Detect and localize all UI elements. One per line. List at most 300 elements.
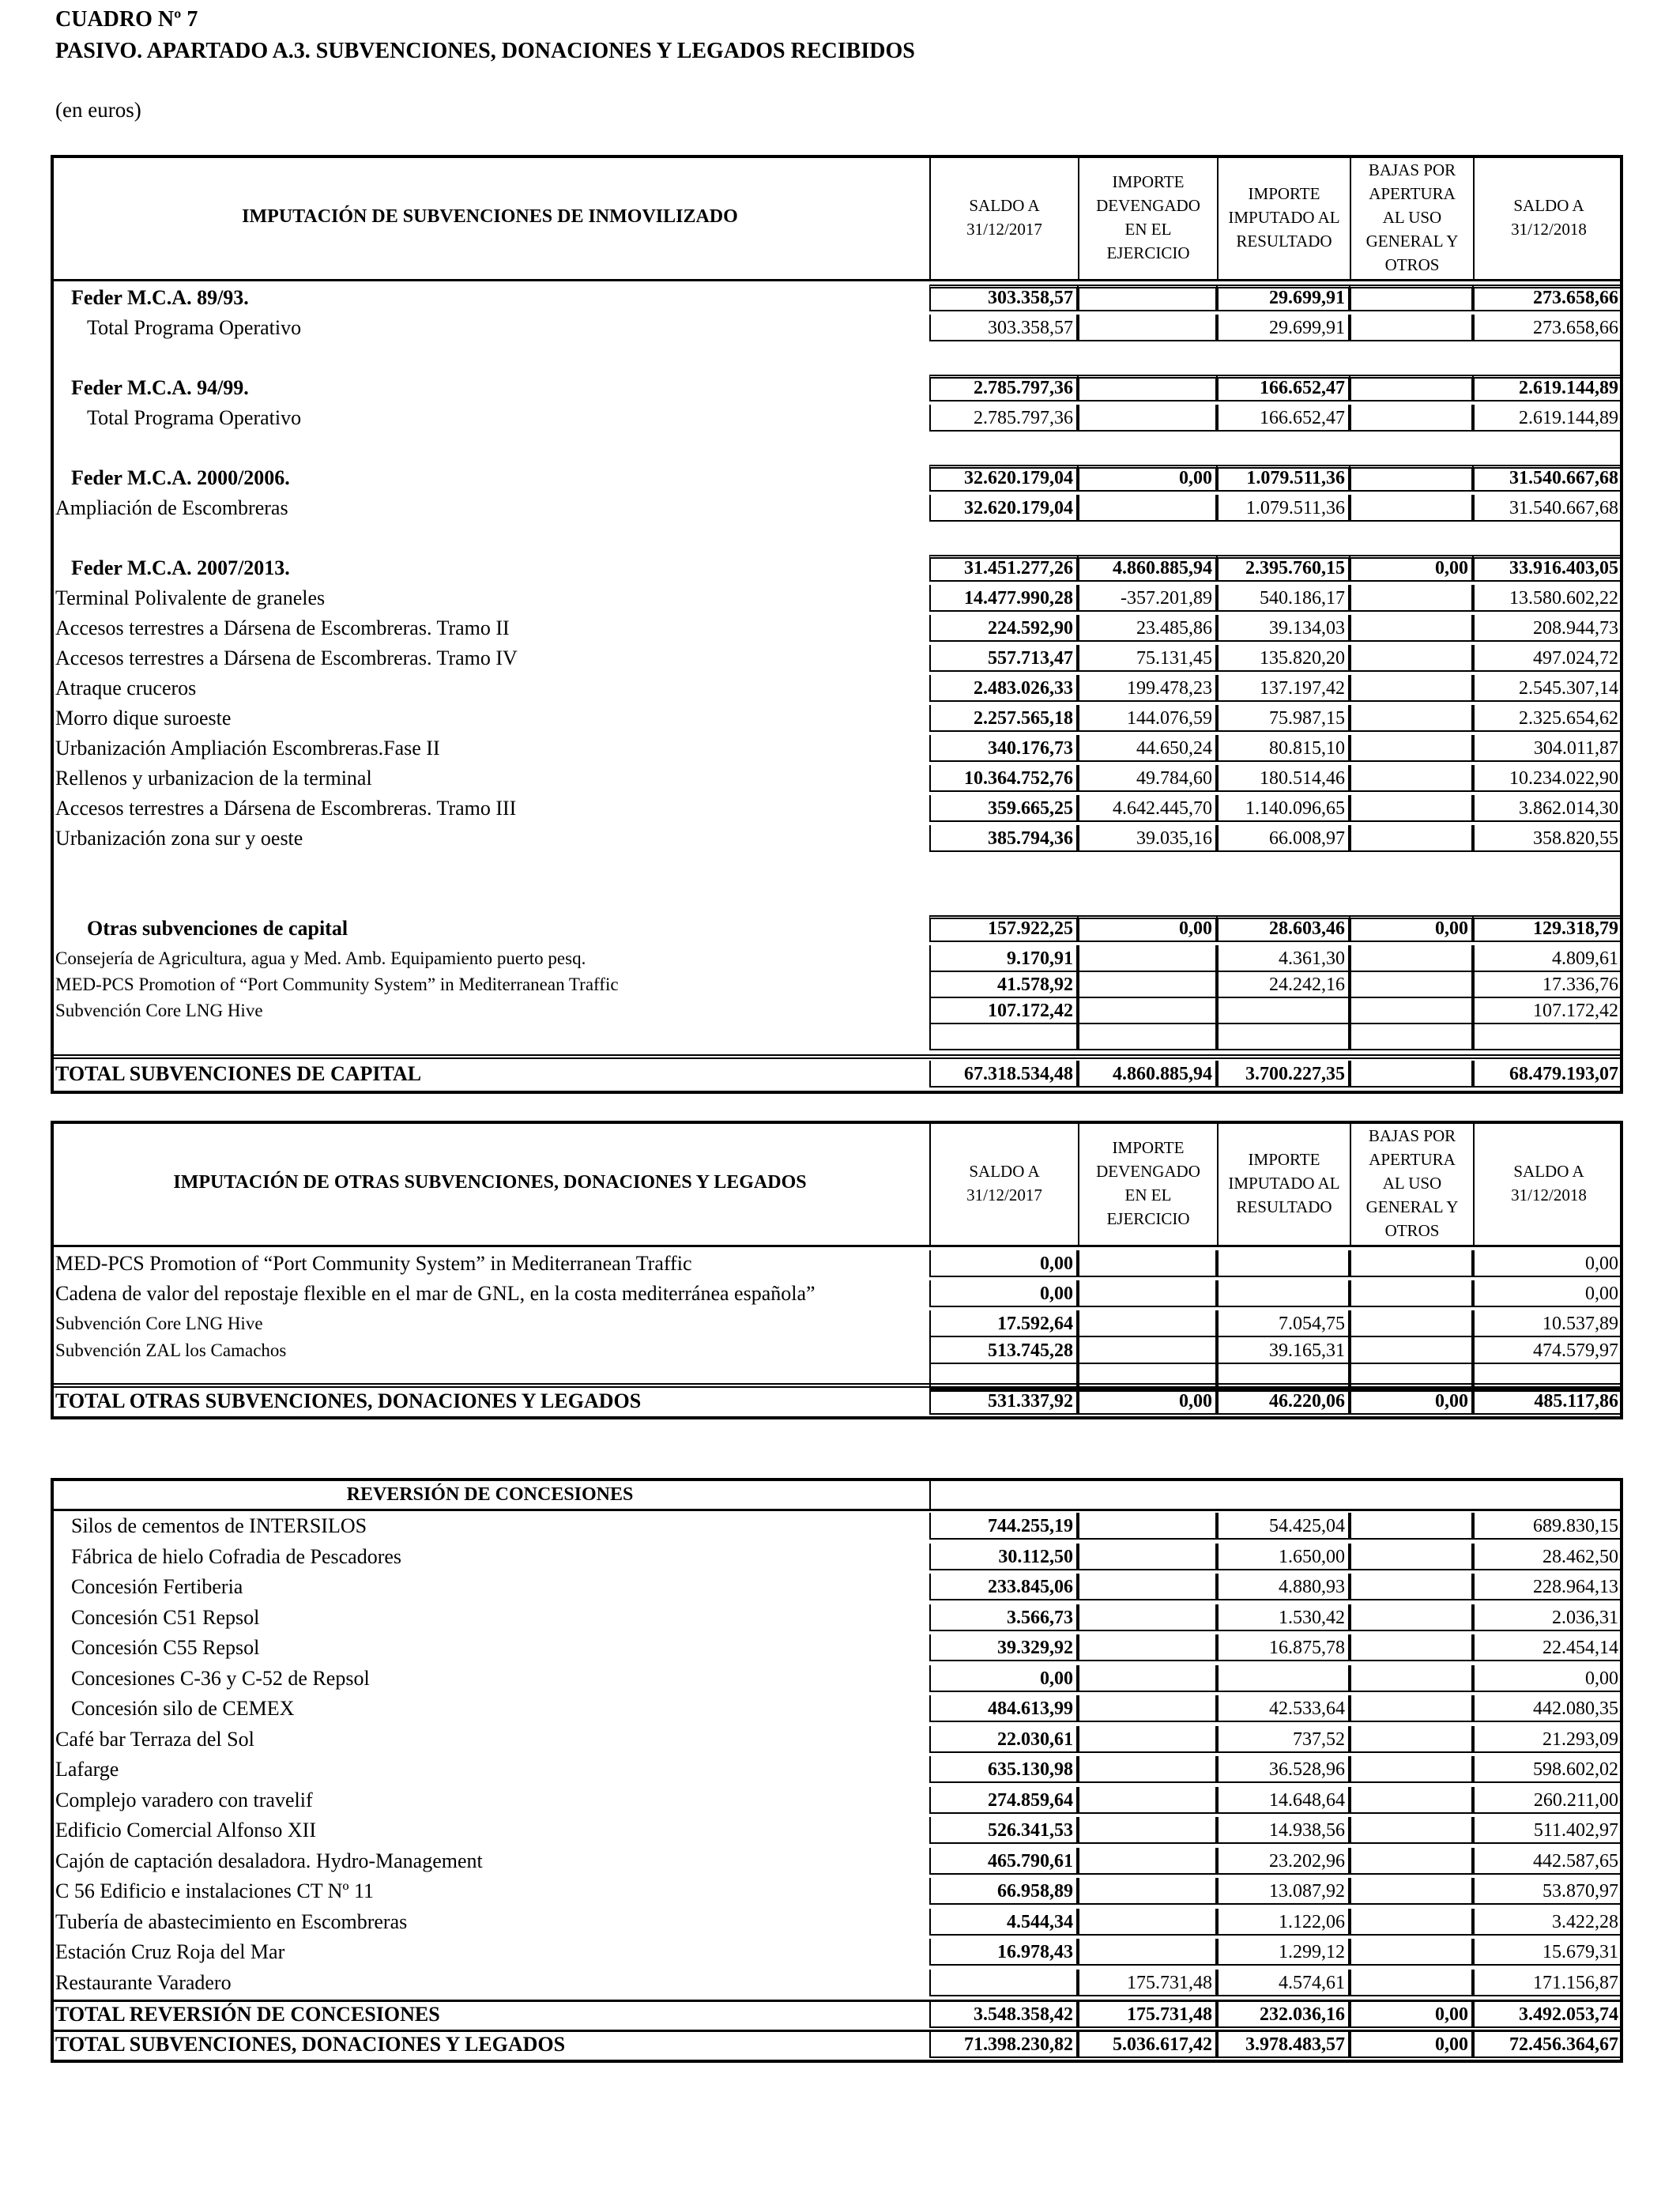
cell-bajas-apertura (1350, 675, 1473, 702)
cell-importe-devengado: 4.860.885,94 (1078, 1061, 1217, 1088)
cell-saldo-2017: 0,00 (929, 1665, 1078, 1692)
table-row (51, 673, 1623, 703)
table-header (51, 1121, 1623, 1247)
row-label: Subvención Core LNG Hive (55, 1314, 263, 1333)
cell-saldo-2018: 28.462,50 (1473, 1544, 1623, 1570)
cell-importe-devengado (1078, 1756, 1217, 1783)
column-header-importe-devengado: IMPORTE DEVENGADO EN EL EJERCICIO (1078, 155, 1217, 279)
cell-bajas-apertura (1350, 1939, 1473, 1966)
cell-bajas-apertura (1350, 375, 1473, 401)
cell-bajas-apertura (1350, 1337, 1473, 1364)
cell-bajas-apertura (1350, 315, 1473, 341)
cell-saldo-2017 (929, 1970, 1078, 1996)
cell-importe-imputado: 232.036,16 (1217, 2001, 1350, 2028)
cell-bajas-apertura (1350, 1665, 1473, 1692)
row-label: Feder M.C.A. 2007/2013. (71, 556, 290, 579)
cell-importe-imputado: 166.652,47 (1217, 375, 1350, 401)
column-header-importe-devengado: IMPORTE DEVENGADO EN EL EJERCICIO (1078, 1121, 1217, 1245)
cell-saldo-2017: 0,00 (929, 1250, 1078, 1277)
row-label: Terminal Polivalente de graneles (55, 586, 326, 609)
cell-importe-devengado (1078, 315, 1217, 341)
cell-bajas-apertura (1350, 1878, 1473, 1905)
cell-saldo-2017: 2.483.026,33 (929, 675, 1078, 702)
row-label: Rellenos y urbanizacion de la terminal (55, 767, 372, 790)
cell-saldo-2017: 10.364.752,76 (929, 765, 1078, 792)
cell-importe-imputado: 135.820,20 (1217, 645, 1350, 672)
cell-saldo-2017: 531.337,92 (929, 1388, 1078, 1415)
cell-bajas-apertura (1350, 465, 1473, 492)
cell-importe-devengado (1078, 405, 1217, 432)
cell-importe-imputado: 1.650,00 (1217, 1544, 1350, 1570)
table-row (51, 824, 1623, 854)
table-otras-subvenciones (51, 1121, 1623, 1419)
cell-saldo-2017: 233.845,06 (929, 1574, 1078, 1600)
cell-importe-imputado: 14.648,64 (1217, 1787, 1350, 1814)
table-row (51, 1022, 1623, 1052)
cell-importe-imputado: 23.202,96 (1217, 1848, 1350, 1875)
cell-saldo-2017: 71.398.230,82 (929, 2031, 1078, 2058)
cell-saldo-2017: 484.613,99 (929, 1695, 1078, 1722)
cell-saldo-2017 (929, 1023, 1078, 1050)
row-label: Fábrica de hielo Cofradia de Pescadores (71, 1544, 402, 1568)
unit-note: (en euros) (55, 98, 141, 122)
cell-importe-devengado (1078, 1848, 1217, 1875)
cell-saldo-2018: 171.156,87 (1473, 1970, 1623, 1996)
cell-saldo-2018: 304.011,87 (1473, 735, 1623, 762)
cell-saldo-2017: 2.785.797,36 (929, 405, 1078, 432)
cell-saldo-2017: 17.592,64 (929, 1310, 1078, 1337)
section-heading: IMPUTACIÓN DE SUBVENCIONES DE INMOVILIZADO (242, 206, 738, 227)
cell-bajas-apertura (1350, 1634, 1473, 1661)
cell-importe-imputado: 137.197,42 (1217, 675, 1350, 702)
row-label: Feder M.C.A. 89/93. (71, 286, 249, 309)
cell-bajas-apertura (1350, 495, 1473, 522)
table-row (51, 1876, 1623, 1906)
cell-bajas-apertura (1350, 825, 1473, 852)
cell-saldo-2018: 228.964,13 (1473, 1574, 1623, 1600)
cell-importe-imputado (1217, 997, 1350, 1024)
cell-bajas-apertura (1350, 1787, 1473, 1814)
table-row (51, 643, 1623, 673)
cell-saldo-2018: 511.402,97 (1473, 1817, 1623, 1844)
cell-bajas-apertura: 0,00 (1350, 1388, 1473, 1415)
cell-bajas-apertura (1350, 1310, 1473, 1337)
table-row (51, 1309, 1623, 1339)
row-label: Cadena de valor del repostaje flexible en el mar de GNL, en la costa mediterránea española” (55, 1282, 816, 1305)
cell-saldo-2017: 340.176,73 (929, 735, 1078, 762)
row-label: Consejería de Agricultura, agua y Med. Amb. Equipamiento puerto pesq. (55, 948, 586, 968)
cell-bajas-apertura (1350, 645, 1473, 672)
cell-importe-imputado: 80.815,10 (1217, 735, 1350, 762)
cell-importe-imputado: 737,52 (1217, 1726, 1350, 1753)
row-label: Concesión C51 Repsol (71, 1605, 260, 1629)
table-row (51, 1542, 1623, 1572)
cell-saldo-2018: 485.117,86 (1473, 1388, 1623, 1415)
row-label: TOTAL REVERSIÓN DE CONCESIONES (55, 2003, 440, 2026)
header-blank (929, 1478, 1623, 1509)
cell-importe-devengado: 175.731,48 (1078, 1970, 1217, 1996)
cell-saldo-2018: 72.456.364,67 (1473, 2031, 1623, 2058)
cell-saldo-2017: 385.794,36 (929, 825, 1078, 852)
cell-saldo-2017: 30.112,50 (929, 1544, 1078, 1570)
cell-bajas-apertura (1350, 585, 1473, 612)
column-header-bajas-apertura: BAJAS POR APERTURA AL USO GENERAL Y OTROS (1350, 155, 1473, 279)
row-label: Silos de cementos de INTERSILOS (71, 1514, 367, 1537)
row-label: Subvención ZAL los Camachos (55, 1340, 287, 1360)
row-label: TOTAL OTRAS SUBVENCIONES, DONACIONES Y LEGADOS (55, 1389, 642, 1412)
row-label: Café bar Terraza del Sol (55, 1727, 254, 1751)
table-subvenciones-inmovilizado (51, 155, 1623, 1094)
cell-bajas-apertura (1350, 997, 1473, 1024)
cell-importe-devengado (1078, 997, 1217, 1024)
cell-importe-imputado: 1.122,06 (1217, 1909, 1350, 1936)
cell-bajas-apertura: 0,00 (1350, 2001, 1473, 2028)
cell-importe-devengado (1078, 1250, 1217, 1277)
cell-importe-imputado (1217, 1280, 1350, 1307)
cell-importe-imputado (1217, 1665, 1350, 1692)
cell-saldo-2018: 53.870,97 (1473, 1878, 1623, 1905)
row-label: Feder M.C.A. 2000/2006. (71, 466, 290, 489)
cell-saldo-2018: 0,00 (1473, 1280, 1623, 1307)
cell-importe-devengado (1078, 945, 1217, 972)
cell-saldo-2018: 2.545.307,14 (1473, 675, 1623, 702)
cell-saldo-2018: 10.537,89 (1473, 1310, 1623, 1337)
row-label: Accesos terrestres a Dársena de Escombreras. Tramo IV (55, 647, 518, 669)
row-label: Estación Cruz Roja del Mar (55, 1940, 285, 1963)
row-label: Lafarge (55, 1758, 119, 1781)
cell-importe-devengado: 4.860.885,94 (1078, 555, 1217, 582)
cell-importe-imputado: 66.008,97 (1217, 825, 1350, 852)
row-label: Concesión C55 Repsol (71, 1636, 260, 1659)
row-label: Urbanización Ampliación Escombreras.Fase II (55, 737, 440, 760)
cell-bajas-apertura: 0,00 (1350, 915, 1473, 942)
row-label: Tubería de abastecimiento en Escombreras (55, 1909, 408, 1933)
cell-bajas-apertura (1350, 1544, 1473, 1570)
cell-saldo-2017: 303.358,57 (929, 315, 1078, 341)
cell-importe-imputado: 540.186,17 (1217, 585, 1350, 612)
column-header-saldo-2018: SALDO A 31/12/2018 (1473, 1121, 1623, 1245)
cell-saldo-2018: 260.211,00 (1473, 1787, 1623, 1814)
cell-importe-devengado: 75.131,45 (1078, 645, 1217, 672)
cell-saldo-2018: 497.024,72 (1473, 645, 1623, 672)
cell-bajas-apertura (1350, 1513, 1473, 1540)
row-label: Cajón de captación desaladora. Hydro-Management (55, 1849, 483, 1872)
cell-saldo-2018: 4.809,61 (1473, 945, 1623, 972)
cell-importe-imputado: 13.087,92 (1217, 1878, 1350, 1905)
column-header-importe-imputado: IMPORTE IMPUTADO AL RESULTADO (1217, 155, 1350, 279)
table-row (51, 613, 1623, 643)
column-header-saldo-2018: SALDO A 31/12/2018 (1473, 155, 1623, 279)
cell-importe-imputado (1217, 1250, 1350, 1277)
cell-saldo-2017: 513.745,28 (929, 1337, 1078, 1364)
cell-importe-devengado (1078, 1909, 1217, 1936)
cell-importe-devengado: 44.650,24 (1078, 735, 1217, 762)
cell-importe-devengado (1078, 1604, 1217, 1631)
cell-importe-devengado (1078, 1665, 1217, 1692)
column-header-importe-imputado: IMPORTE IMPUTADO AL RESULTADO (1217, 1121, 1350, 1245)
table-row (51, 283, 1623, 313)
column-header-saldo-2017: SALDO A 31/12/2017 (929, 155, 1078, 279)
cell-importe-imputado: 7.054,75 (1217, 1310, 1350, 1337)
cell-saldo-2018: 17.336,76 (1473, 971, 1623, 998)
cell-importe-devengado: 0,00 (1078, 915, 1217, 942)
cell-saldo-2018: 31.540.667,68 (1473, 495, 1623, 522)
cell-importe-imputado: 28.603,46 (1217, 915, 1350, 942)
row-label: Feder M.C.A. 94/99. (71, 376, 249, 399)
row-label: Edificio Comercial Alfonso XII (55, 1819, 316, 1842)
row-label: Restaurante Varadero (55, 1970, 232, 1994)
cell-bajas-apertura: 0,00 (1350, 2031, 1473, 2058)
cell-saldo-2017: 526.341,53 (929, 1817, 1078, 1844)
cell-saldo-2017: 0,00 (929, 1280, 1078, 1307)
table-row (51, 403, 1623, 433)
cell-importe-devengado (1078, 1878, 1217, 1905)
table-row (51, 1785, 1623, 1815)
cell-importe-imputado: 1.299,12 (1217, 1939, 1350, 1966)
cell-importe-devengado (1078, 1939, 1217, 1966)
cell-bajas-apertura (1350, 1023, 1473, 1050)
cell-saldo-2017: 3.548.358,42 (929, 2001, 1078, 2028)
cell-saldo-2018: 129.318,79 (1473, 915, 1623, 942)
row-label: Complejo varadero con travelif (55, 1788, 313, 1811)
cell-importe-imputado: 42.533,64 (1217, 1695, 1350, 1722)
cell-bajas-apertura (1350, 405, 1473, 432)
cell-importe-devengado (1078, 1513, 1217, 1540)
cell-saldo-2017: 303.358,57 (929, 285, 1078, 311)
cell-importe-devengado (1078, 1726, 1217, 1753)
section-heading: IMPUTACIÓN DE OTRAS SUBVENCIONES, DONACIONES Y LEGADOS (173, 1172, 807, 1193)
section-heading: REVERSIÓN DE CONCESIONES (346, 1483, 634, 1505)
cell-importe-imputado: 2.395.760,15 (1217, 555, 1350, 582)
table-row (51, 493, 1623, 523)
row-label: Morro dique suroeste (55, 707, 232, 729)
cell-importe-imputado: 166.652,47 (1217, 405, 1350, 432)
row-label: Accesos terrestres a Dársena de Escombreras. Tramo II (55, 616, 510, 639)
row-label: MED-PCS Promotion of “Port Community System” in Mediterranean Traffic (55, 1252, 692, 1275)
cell-importe-devengado: 5.036.617,42 (1078, 2031, 1217, 2058)
cell-importe-devengado (1078, 1544, 1217, 1570)
table-row (51, 763, 1623, 794)
cell-importe-devengado (1078, 1337, 1217, 1364)
table-row (51, 703, 1623, 733)
column-header-bajas-apertura: BAJAS POR APERTURA AL USO GENERAL Y OTROS (1350, 1121, 1473, 1245)
cell-saldo-2018: 442.587,65 (1473, 1848, 1623, 1875)
cell-bajas-apertura (1350, 1695, 1473, 1722)
cell-saldo-2018: 33.916.403,05 (1473, 555, 1623, 582)
cell-importe-imputado: 1.530,42 (1217, 1604, 1350, 1631)
cell-saldo-2018: 273.658,66 (1473, 315, 1623, 341)
cell-importe-imputado: 29.699,91 (1217, 315, 1350, 341)
table-row (51, 1059, 1623, 1089)
table-row (51, 463, 1623, 493)
cell-saldo-2018: 2.619.144,89 (1473, 375, 1623, 401)
cell-importe-imputado: 29.699,91 (1217, 285, 1350, 311)
table-row (51, 914, 1623, 944)
row-label: Ampliación de Escombreras (55, 496, 288, 519)
cell-bajas-apertura (1350, 615, 1473, 642)
cell-saldo-2018: 2.036,31 (1473, 1604, 1623, 1631)
cell-saldo-2018: 3.862.014,30 (1473, 795, 1623, 822)
table-row (51, 1249, 1623, 1279)
row-label: Concesión silo de CEMEX (71, 1697, 295, 1720)
table-row (51, 2000, 1623, 2030)
cell-importe-imputado: 39.134,03 (1217, 615, 1350, 642)
row-label: Concesión Fertiberia (71, 1575, 243, 1598)
cell-importe-imputado: 180.514,46 (1217, 765, 1350, 792)
column-header-saldo-2017: SALDO A 31/12/2017 (929, 1121, 1078, 1245)
cell-importe-devengado: 23.485,86 (1078, 615, 1217, 642)
cell-bajas-apertura (1350, 1604, 1473, 1631)
table-row (51, 794, 1623, 824)
cell-saldo-2017: 16.978,43 (929, 1939, 1078, 1966)
cell-bajas-apertura (1350, 1726, 1473, 1753)
cell-saldo-2018: 15.679,31 (1473, 1939, 1623, 1966)
cell-importe-imputado: 16.875,78 (1217, 1634, 1350, 1661)
spacer-row (51, 523, 1623, 553)
cell-importe-devengado: 199.478,23 (1078, 675, 1217, 702)
table-row (51, 1937, 1623, 1967)
cell-saldo-2017: 4.544,34 (929, 1909, 1078, 1936)
cell-saldo-2017: 66.958,89 (929, 1878, 1078, 1905)
cell-saldo-2018: 13.580.602,22 (1473, 585, 1623, 612)
cell-saldo-2017: 635.130,98 (929, 1756, 1078, 1783)
cell-importe-devengado: 39.035,16 (1078, 825, 1217, 852)
cell-saldo-2018: 358.820,55 (1473, 825, 1623, 852)
cell-saldo-2017: 32.620.179,04 (929, 465, 1078, 492)
row-label: Total Programa Operativo (87, 316, 302, 339)
row-label: TOTAL SUBVENCIONES, DONACIONES Y LEGADOS (55, 2033, 566, 2056)
cell-saldo-2017: 2.257.565,18 (929, 705, 1078, 732)
cell-saldo-2017: 9.170,91 (929, 945, 1078, 972)
cell-importe-devengado (1078, 1023, 1217, 1050)
cell-bajas-apertura (1350, 945, 1473, 972)
table-row (51, 313, 1623, 343)
cell-bajas-apertura (1350, 765, 1473, 792)
table-row (51, 1664, 1623, 1694)
cell-saldo-2017: 41.578,92 (929, 971, 1078, 998)
cell-importe-devengado (1078, 1817, 1217, 1844)
cell-importe-imputado: 54.425,04 (1217, 1513, 1350, 1540)
table-row (51, 1846, 1623, 1876)
cell-importe-imputado: 75.987,15 (1217, 705, 1350, 732)
cell-bajas-apertura (1350, 1909, 1473, 1936)
cell-saldo-2017: 31.451.277,26 (929, 555, 1078, 582)
cell-saldo-2018: 3.422,28 (1473, 1909, 1623, 1936)
table-row (51, 1907, 1623, 1937)
cell-importe-devengado (1078, 1310, 1217, 1337)
cell-saldo-2018: 10.234.022,90 (1473, 765, 1623, 792)
cell-saldo-2018: 273.658,66 (1473, 285, 1623, 311)
cell-saldo-2018: 442.080,35 (1473, 1695, 1623, 1722)
cell-importe-imputado: 14.938,56 (1217, 1817, 1350, 1844)
cell-saldo-2018: 31.540.667,68 (1473, 465, 1623, 492)
table-reversion-concesiones (51, 1478, 1623, 2063)
cell-bajas-apertura (1350, 705, 1473, 732)
table-row (51, 733, 1623, 763)
cell-importe-devengado: -357.201,89 (1078, 585, 1217, 612)
cell-saldo-2018 (1473, 1023, 1623, 1050)
cell-importe-devengado (1078, 1280, 1217, 1307)
cell-saldo-2018: 0,00 (1473, 1665, 1623, 1692)
cell-saldo-2018: 598.602,02 (1473, 1756, 1623, 1783)
cell-saldo-2017: 39.329,92 (929, 1634, 1078, 1661)
cell-bajas-apertura (1350, 1848, 1473, 1875)
cell-importe-devengado (1078, 1695, 1217, 1722)
cell-bajas-apertura (1350, 1970, 1473, 1996)
cell-importe-devengado: 0,00 (1078, 1388, 1217, 1415)
spacer-row (51, 433, 1623, 463)
cell-bajas-apertura (1350, 795, 1473, 822)
cell-importe-devengado (1078, 495, 1217, 522)
table-row (51, 1755, 1623, 1785)
table-row (51, 583, 1623, 613)
cell-importe-imputado: 36.528,96 (1217, 1756, 1350, 1783)
cell-saldo-2018: 2.619.144,89 (1473, 405, 1623, 432)
cell-saldo-2017: 744.255,19 (929, 1513, 1078, 1540)
cell-importe-imputado: 46.220,06 (1217, 1388, 1350, 1415)
cell-bajas-apertura (1350, 1250, 1473, 1277)
cell-saldo-2017: 274.859,64 (929, 1787, 1078, 1814)
cell-importe-imputado: 1.079.511,36 (1217, 495, 1350, 522)
cell-importe-devengado (1078, 1787, 1217, 1814)
cell-importe-imputado: 4.574,61 (1217, 1970, 1350, 1996)
cell-importe-devengado (1078, 1574, 1217, 1600)
table-row (51, 1336, 1623, 1366)
cell-saldo-2018: 0,00 (1473, 1250, 1623, 1277)
cell-importe-imputado: 39.165,31 (1217, 1337, 1350, 1364)
cell-saldo-2017: 14.477.990,28 (929, 585, 1078, 612)
table-row (51, 1279, 1623, 1309)
cell-saldo-2018: 3.492.053,74 (1473, 2001, 1623, 2028)
table-row (51, 1968, 1623, 1998)
cell-importe-devengado: 0,00 (1078, 465, 1217, 492)
table-row (51, 1633, 1623, 1663)
table-row (51, 2030, 1623, 2060)
cell-importe-devengado (1078, 285, 1217, 311)
cell-bajas-apertura (1350, 971, 1473, 998)
spacer-row (51, 854, 1623, 884)
table-row (51, 1815, 1623, 1845)
cell-saldo-2018: 68.479.193,07 (1473, 1061, 1623, 1088)
row-label: Accesos terrestres a Dársena de Escombreras. Tramo III (55, 797, 517, 820)
cell-saldo-2017: 107.172,42 (929, 997, 1078, 1024)
row-label: C 56 Edificio e instalaciones CT Nº 11 (55, 1879, 375, 1902)
table-row (51, 553, 1623, 583)
row-label: Otras subvenciones de capital (87, 917, 348, 940)
cell-bajas-apertura (1350, 735, 1473, 762)
cell-importe-imputado (1217, 1023, 1350, 1050)
cell-saldo-2018: 689.830,15 (1473, 1513, 1623, 1540)
cell-saldo-2018: 21.293,09 (1473, 1726, 1623, 1753)
table-row (51, 1511, 1623, 1541)
table-row (51, 373, 1623, 403)
cell-saldo-2017: 67.318.534,48 (929, 1061, 1078, 1088)
table-row (51, 1725, 1623, 1755)
cell-importe-devengado (1078, 971, 1217, 998)
table-header (51, 1478, 1623, 1511)
cell-importe-devengado: 4.642.445,70 (1078, 795, 1217, 822)
spacer-row (51, 884, 1623, 914)
cell-saldo-2017: 224.592,90 (929, 615, 1078, 642)
row-label: Subvención Core LNG Hive (55, 1001, 263, 1020)
cell-importe-devengado (1078, 375, 1217, 401)
cell-importe-devengado: 49.784,60 (1078, 765, 1217, 792)
table-row (51, 1694, 1623, 1724)
table-row (51, 1603, 1623, 1633)
cell-importe-devengado: 144.076,59 (1078, 705, 1217, 732)
row-label: TOTAL SUBVENCIONES DE CAPITAL (55, 1062, 422, 1085)
cell-importe-imputado: 3.978.483,57 (1217, 2031, 1350, 2058)
